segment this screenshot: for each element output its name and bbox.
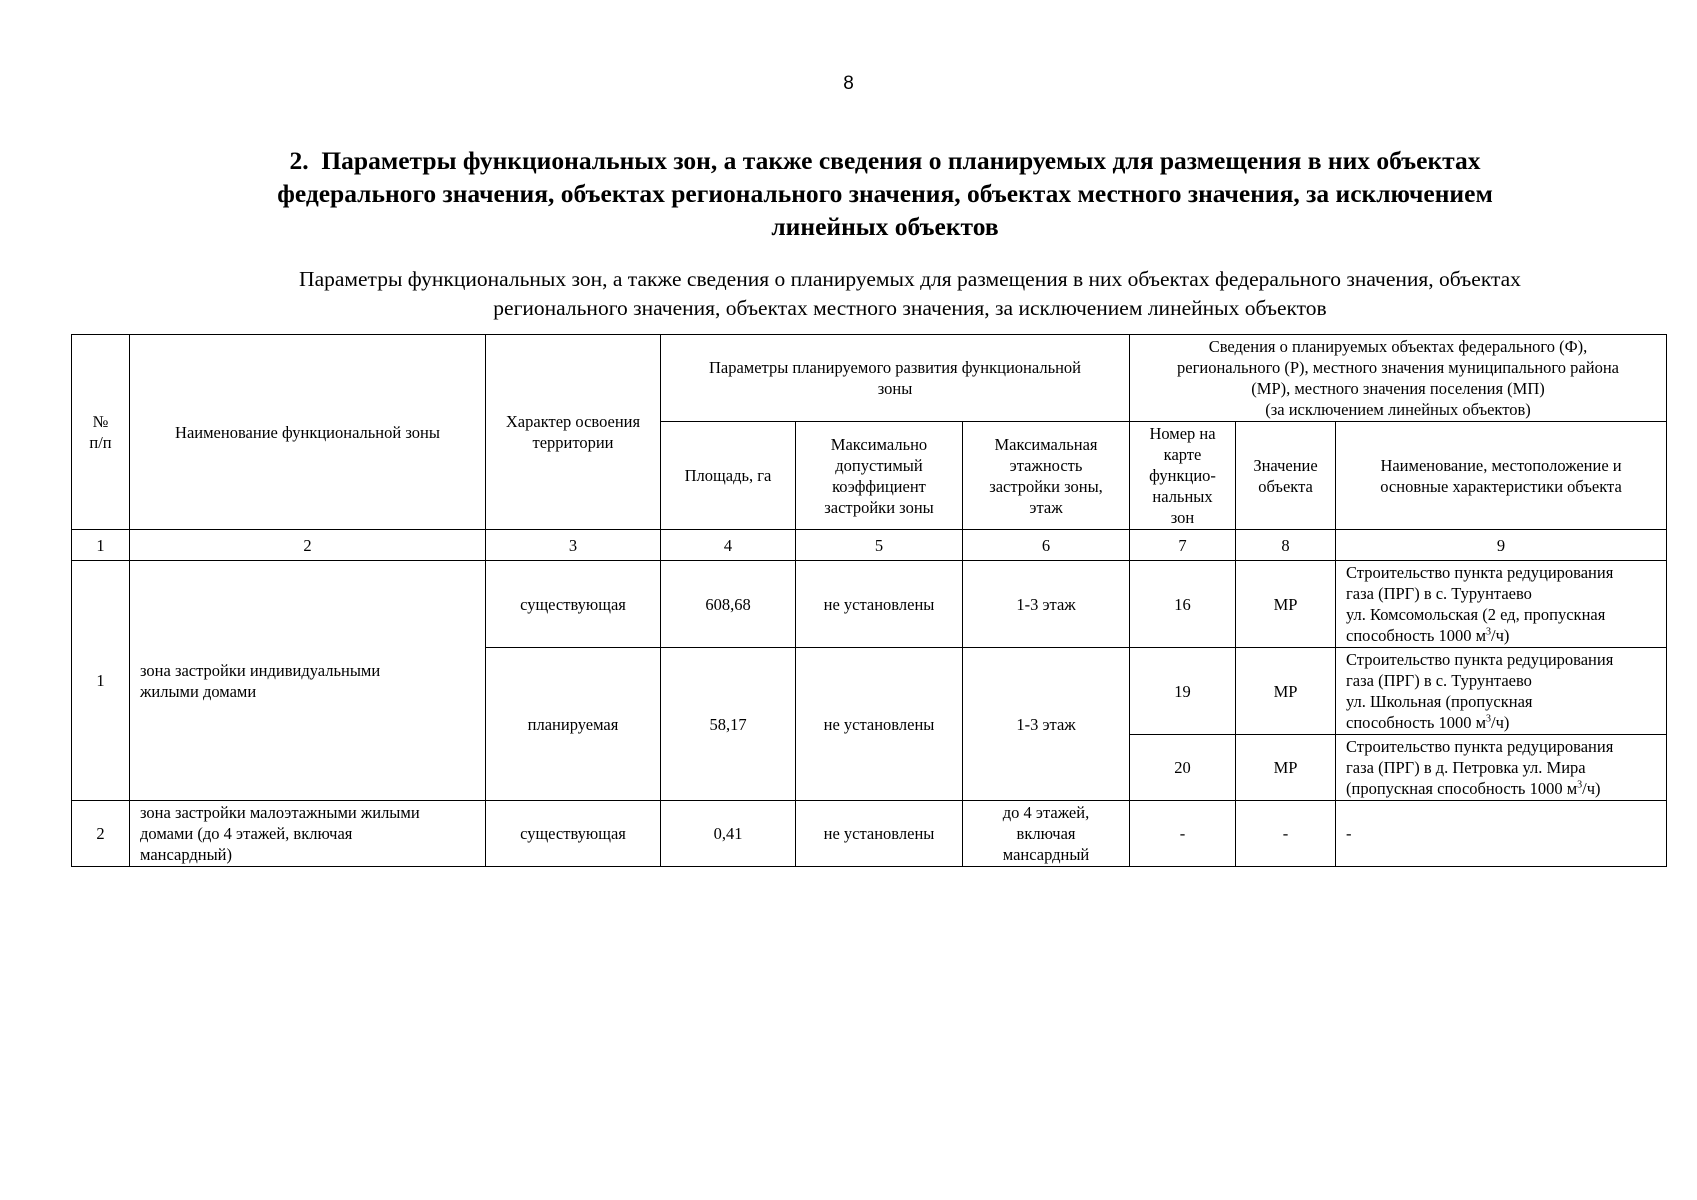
table-row	[72, 801, 1667, 867]
zone-max-floors: 1-3 этаж	[963, 648, 1130, 801]
header-area: Площадь, га	[661, 422, 796, 530]
column-number: 8	[1236, 530, 1336, 561]
section-heading-line	[195, 144, 1575, 177]
zone-name: зона застройки индивидуальными жилыми домами	[130, 561, 486, 801]
column-number: 4	[661, 530, 796, 561]
zone-max-coef: не установлены	[796, 561, 963, 648]
zone-area: 608,68	[661, 561, 796, 648]
header-max-floors: Максимальная этажность застройки зоны, этаж	[963, 422, 1130, 530]
table-caption-line: регионального значения, объектах местного значения, за исключением линейных объектов	[493, 296, 1327, 320]
header-params-group: Параметры планируемого развития функциональной зоны	[661, 335, 1130, 422]
header-zone-name: Наименование функциональной зоны	[130, 335, 486, 530]
zone-character: существующая	[486, 801, 661, 867]
object-value: МР	[1236, 561, 1336, 648]
column-number: 2	[130, 530, 486, 561]
column-number: 1	[72, 530, 130, 561]
column-number: 9	[1336, 530, 1667, 561]
header-character: Характер освоения территории	[486, 335, 661, 530]
zone-area: 58,17	[661, 648, 796, 801]
section-number: 2.	[289, 146, 309, 175]
object-map-number: 16	[1130, 561, 1236, 648]
header-max-coef: Максимально допустимый коэффициент застройки зоны	[796, 422, 963, 530]
object-map-number: -	[1130, 801, 1236, 867]
zone-character: существующая	[486, 561, 661, 648]
page-number: 8	[843, 73, 854, 94]
section-heading-text: Параметры функциональных зон, а также сведения о планируемых для размещения в них объектах	[321, 146, 1481, 175]
zone-number: 2	[72, 801, 130, 867]
table-row	[72, 561, 1667, 648]
object-value: МР	[1236, 735, 1336, 801]
header-row-top	[72, 335, 1667, 422]
object-map-number: 20	[1130, 735, 1236, 801]
header-num: № п/п	[72, 335, 130, 530]
object-description: Строительство пункта редуцирования газа (ПРГ) в с. Турунтаево ул. Школьная (пропускная способность 1000 $м^3/ч$)	[1336, 648, 1667, 735]
object-value: МР	[1236, 648, 1336, 735]
zone-max-floors: до 4 этажей, включая мансардный	[963, 801, 1130, 867]
zone-max-floors: 1-3 этаж	[963, 561, 1130, 648]
header-object-desc: Наименование, местоположение и основные характеристики объекта	[1336, 422, 1667, 530]
section-heading	[195, 144, 1575, 243]
object-map-number: 19	[1130, 648, 1236, 735]
object-value: -	[1236, 801, 1336, 867]
header-object-value: Значение объекта	[1236, 422, 1336, 530]
header-objects-group: Сведения о планируемых объектах федерального (Ф), регионального (Р), местного значения муниципального района (МР), местного значения поселения (МП) (за исключением линейных объектов)	[1130, 335, 1667, 422]
zone-number: 1	[72, 561, 130, 801]
object-description: Строительство пункта редуцирования газа (ПРГ) в д. Петровка ул. Мира (пропускная способность 1000 $м^3/ч$)	[1336, 735, 1667, 801]
column-number: 7	[1130, 530, 1236, 561]
section-heading-line: федерального значения, объектах регионального значения, объектах местного значения, за исключением	[277, 179, 1493, 208]
object-description: -	[1336, 801, 1667, 867]
table-caption	[180, 265, 1640, 323]
column-number: 5	[796, 530, 963, 561]
zone-max-coef: не установлены	[796, 801, 963, 867]
functional-zones-table	[71, 334, 1667, 867]
zone-max-coef: не установлены	[796, 648, 963, 801]
zone-character: планируемая	[486, 648, 661, 801]
header-map-number: Номер на карте функцио- нальных зон	[1130, 422, 1236, 530]
column-number: 6	[963, 530, 1130, 561]
object-description: Строительство пункта редуцирования газа (ПРГ) в с. Турунтаево ул. Комсомольская (2 ед, пропускная способность 1000 $м^3/ч$)	[1336, 561, 1667, 648]
section-heading-line: линейных объектов	[771, 212, 999, 241]
zone-name: зона застройки малоэтажными жилыми домами (до 4 этажей, включая мансардный)	[130, 801, 486, 867]
zone-area: 0,41	[661, 801, 796, 867]
column-number-row	[72, 530, 1667, 561]
table-caption-line: Параметры функциональных зон, а также сведения о планируемых для размещения в них объектах федерального значения, объектах	[299, 267, 1521, 291]
column-number: 3	[486, 530, 661, 561]
